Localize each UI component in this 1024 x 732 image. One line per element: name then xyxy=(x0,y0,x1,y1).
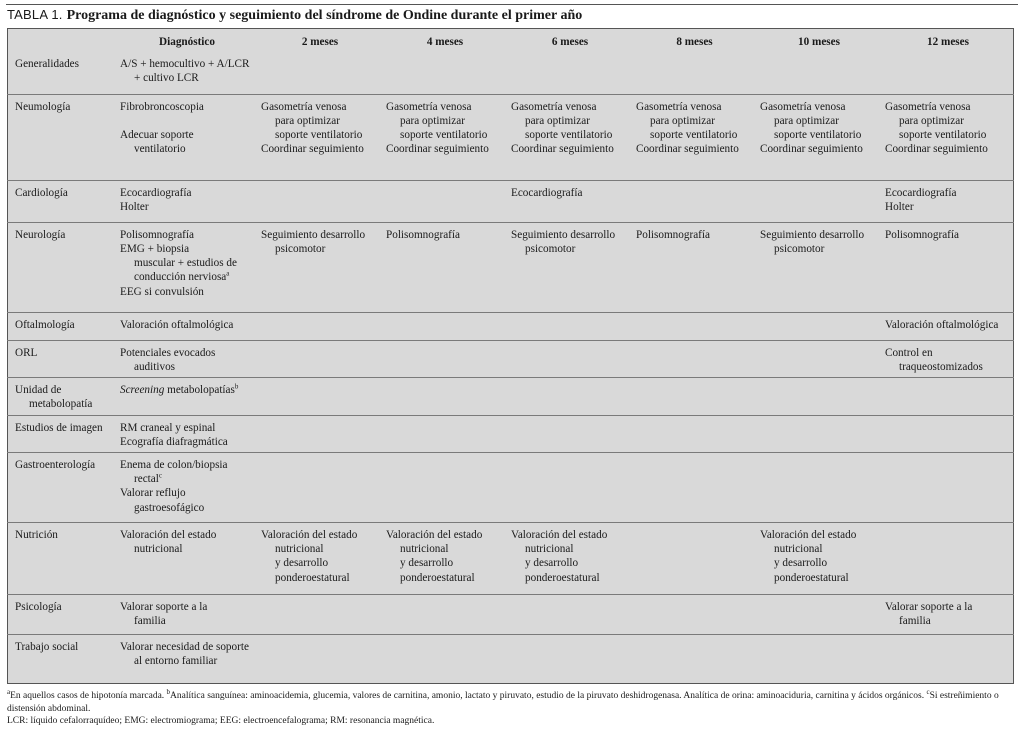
cell-text: Gasometría venosa xyxy=(885,100,971,113)
cell-text: y desarrollo xyxy=(525,557,579,570)
cell-text: Valoración del estado xyxy=(386,528,483,541)
table-cell xyxy=(507,594,632,634)
table-cell xyxy=(632,634,756,674)
cell-text: Seguimiento desarrollo xyxy=(511,228,616,241)
cell-text: conducción nerviosa$^a$ xyxy=(134,269,230,284)
table-cell xyxy=(881,52,1014,94)
cell-text: Valoración oftalmológica xyxy=(120,318,234,331)
header-area xyxy=(7,28,116,52)
cell-text: Polisomnografía xyxy=(636,228,710,241)
cell-text: Gasometría venosa xyxy=(760,100,846,113)
cell-text: ventilatorio xyxy=(134,143,186,156)
table-row xyxy=(7,452,1014,522)
table-cell xyxy=(756,340,881,377)
follow-up-table xyxy=(7,28,1014,674)
area-label: Cardiología xyxy=(15,186,68,199)
table-cell xyxy=(756,522,881,594)
cell-text: psicomotor xyxy=(275,242,326,255)
table-cell xyxy=(382,522,507,594)
header-2-meses: 2 meses xyxy=(301,36,339,48)
cell-text: para optimizar xyxy=(275,114,340,127)
cell-text: nutricional xyxy=(275,543,324,556)
table-cell xyxy=(116,594,257,634)
area-label: Nutrición xyxy=(15,528,58,541)
table-row xyxy=(7,522,1014,594)
table-cell xyxy=(507,312,632,340)
table-cell xyxy=(382,594,507,634)
table-cell xyxy=(116,312,257,340)
area-label: Trabajo social xyxy=(15,640,79,653)
cell-text: soporte ventilatorio xyxy=(774,129,862,142)
table-cell xyxy=(116,634,257,674)
cell-text: A/S + hemocultivo + A/LCR xyxy=(120,58,250,71)
table-cell xyxy=(756,180,881,222)
table-cell xyxy=(257,52,382,94)
header-8-meses: 8 meses xyxy=(676,36,713,48)
table-cell xyxy=(632,522,756,594)
row-area xyxy=(7,634,116,674)
cell-text: Valorar necesidad de soporte xyxy=(120,640,249,653)
cell-text: Seguimiento desarrollo xyxy=(261,228,366,241)
cell-text: rectal$^c$ xyxy=(134,471,162,486)
cell-text: Valoración del estado xyxy=(760,528,857,541)
cell-text: + cultivo LCR xyxy=(134,72,199,85)
cell-text: Coordinar seguimiento xyxy=(636,143,739,156)
cell-text: EEG si convulsión xyxy=(120,285,204,298)
table-cell xyxy=(756,378,881,415)
area-label: Unidad de xyxy=(15,384,62,397)
cell-text: nutricional xyxy=(400,543,449,556)
cell-text: Gasometría venosa xyxy=(386,100,472,113)
cell-text: ponderoestatural xyxy=(400,571,475,584)
cell-text: Gasometría venosa xyxy=(636,100,722,113)
cell-text: Seguimiento desarrollo xyxy=(760,228,865,241)
footnote-text: $^a$En aquellos casos de hipotonía marcada. $^b$Analítica sanguínea: aminoacidemia, glucemia, valores de carnitina, amonio, lactato y piruvato, estudio de la piruvato deshidrogenasa. Analítica de orina: aminoaciduria, carnitina y ácidos orgánicos. $^c$Si estreñimiento o distensión abdominal. xyxy=(7,687,999,714)
cell-text: Valoración oftalmológica xyxy=(885,318,999,331)
table-cell xyxy=(382,52,507,94)
cell-text: ponderoestatural xyxy=(525,571,600,584)
cell-text: y desarrollo xyxy=(400,557,454,570)
cell-text: y desarrollo xyxy=(275,557,329,570)
table-cell xyxy=(507,52,632,94)
cell-text: ponderoestatural xyxy=(774,571,849,584)
cell-text: Adecuar soporte xyxy=(120,128,194,141)
cell-text: para optimizar xyxy=(525,114,590,127)
cell-text: Screening metabolopatías$^b$ xyxy=(120,382,239,397)
table-cell xyxy=(881,378,1014,415)
cell-text: soporte ventilatorio xyxy=(899,129,987,142)
table-row xyxy=(7,312,1014,340)
cell-text: Potenciales evocados xyxy=(120,346,216,359)
row-area xyxy=(7,340,116,377)
table-cell xyxy=(756,94,881,180)
table-cell xyxy=(257,452,382,522)
area-label: Gastroenterología xyxy=(15,458,96,471)
cell-text: Valorar soporte a la xyxy=(120,600,208,613)
table-caption: Programa de diagnóstico y seguimiento del síndrome de Ondine durante el primer año xyxy=(66,8,583,23)
cell-text: Coordinar seguimiento xyxy=(386,143,489,156)
cell-text: Ecocardiografía xyxy=(511,186,583,199)
table-cell xyxy=(881,634,1014,674)
cell-text: Ecografía diafragmática xyxy=(120,435,228,448)
row-area xyxy=(7,94,116,180)
area-label: Neumología xyxy=(15,100,71,113)
cell-text: nutricional xyxy=(525,543,574,556)
cell-text: Coordinar seguimiento xyxy=(511,143,614,156)
table-cell xyxy=(116,378,257,415)
table-cell xyxy=(507,378,632,415)
table-cell xyxy=(881,522,1014,594)
cell-text: Valorar soporte a la xyxy=(885,600,973,613)
table-cell xyxy=(116,222,257,312)
row-area xyxy=(7,452,116,522)
cell-text: soporte ventilatorio xyxy=(275,129,363,142)
table-cell xyxy=(116,52,257,94)
row-area xyxy=(7,52,116,94)
table-cell xyxy=(382,452,507,522)
cell-text: Ecocardiografía xyxy=(120,186,192,199)
area-label: metabolopatía xyxy=(29,398,93,411)
table-cell xyxy=(257,222,382,312)
cell-text: Control en xyxy=(885,346,933,359)
cell-text: Holter xyxy=(885,200,914,213)
table-cell xyxy=(756,52,881,94)
cell-text: nutricional xyxy=(774,543,823,556)
table-row xyxy=(7,52,1014,94)
area-label: Generalidades xyxy=(15,58,79,71)
cell-text: Valorar reflujo xyxy=(120,487,186,500)
cell-text: Coordinar seguimiento xyxy=(760,143,863,156)
table-cell xyxy=(507,634,632,674)
cell-text: familia xyxy=(134,615,166,628)
table-cell xyxy=(881,312,1014,340)
header-diagnostico: Diagnóstico xyxy=(159,36,215,48)
header-10-meses: 10 meses xyxy=(798,36,840,48)
area-label: Estudios de imagen xyxy=(15,421,103,434)
table-cell xyxy=(507,522,632,594)
table-cell xyxy=(382,415,507,452)
cell-text: familia xyxy=(899,615,931,628)
cell-text: Gasometría venosa xyxy=(511,100,597,113)
cell-text: Polisomnografía xyxy=(120,228,194,241)
table-cell xyxy=(881,180,1014,222)
table-cell xyxy=(756,415,881,452)
area-label: Oftalmología xyxy=(15,318,75,331)
row-area xyxy=(7,180,116,222)
table-cell xyxy=(116,94,257,180)
table-cell xyxy=(257,340,382,377)
table-row xyxy=(7,634,1014,674)
cell-text: RM craneal y espinal xyxy=(120,421,216,434)
table-row xyxy=(7,180,1014,222)
area-label: ORL xyxy=(15,346,38,359)
table-cell xyxy=(632,415,756,452)
table-cell xyxy=(632,94,756,180)
table-cell xyxy=(507,180,632,222)
table-row xyxy=(7,340,1014,377)
cell-text: psicomotor xyxy=(774,242,825,255)
cell-text: Gasometría venosa xyxy=(261,100,347,113)
table-cell xyxy=(756,312,881,340)
cell-text: para optimizar xyxy=(400,114,465,127)
cell-text: ponderoestatural xyxy=(275,571,350,584)
table-cell xyxy=(382,312,507,340)
header-6-meses: 6 meses xyxy=(551,36,589,48)
table-cell xyxy=(632,378,756,415)
row-area xyxy=(7,594,116,634)
cell-text: soporte ventilatorio xyxy=(525,129,613,142)
cell-text: Polisomnografía xyxy=(386,228,460,241)
cell-text: EMG + biopsia xyxy=(120,242,190,255)
table-cell xyxy=(507,340,632,377)
table-cell xyxy=(257,634,382,674)
table-cell xyxy=(632,340,756,377)
cell-text: Valoración del estado xyxy=(120,528,217,541)
table-cell xyxy=(507,452,632,522)
table-cell xyxy=(116,415,257,452)
table-cell xyxy=(881,340,1014,377)
footnotes xyxy=(7,687,1017,728)
header-row xyxy=(7,28,1014,52)
cell-text: Polisomnografía xyxy=(885,228,959,241)
row-area xyxy=(7,378,116,415)
table-cell xyxy=(257,594,382,634)
table-cell xyxy=(756,222,881,312)
table-cell xyxy=(382,180,507,222)
row-area xyxy=(7,222,116,312)
table-cell xyxy=(116,340,257,377)
cell-text: soporte ventilatorio xyxy=(650,129,738,142)
table-number: TABLA 1. xyxy=(7,7,63,22)
cell-text: gastroesofágico xyxy=(134,501,205,514)
table-cell xyxy=(257,522,382,594)
cell-text: Valoración del estado xyxy=(511,528,608,541)
cell-text: Fibrobroncoscopia xyxy=(120,100,204,113)
row-area xyxy=(7,415,116,452)
cell-text: para optimizar xyxy=(774,114,839,127)
cell-text: Valoración del estado xyxy=(261,528,358,541)
abbreviations: LCR: líquido cefalorraquídeo; EMG: electromiograma; EEG: electroencefalograma; RM: resonancia magnética. xyxy=(7,716,435,726)
cell-text: y desarrollo xyxy=(774,557,828,570)
cell-text: psicomotor xyxy=(525,242,576,255)
table-cell xyxy=(507,94,632,180)
table-cell xyxy=(881,452,1014,522)
table-cell xyxy=(257,180,382,222)
table-cell xyxy=(507,415,632,452)
table-cell xyxy=(507,222,632,312)
table-row xyxy=(7,222,1014,312)
table-cell xyxy=(382,222,507,312)
cell-text: nutricional xyxy=(134,543,183,556)
table-row xyxy=(7,94,1014,180)
table-cell xyxy=(632,52,756,94)
row-area xyxy=(7,312,116,340)
header-4-meses: 4 meses xyxy=(426,36,464,48)
table-cell xyxy=(257,378,382,415)
table-cell xyxy=(881,94,1014,180)
cell-text: muscular + estudios de xyxy=(134,257,237,270)
table-cell xyxy=(756,452,881,522)
cell-text: soporte ventilatorio xyxy=(400,129,488,142)
area-label: Neurología xyxy=(15,228,66,241)
table-cell xyxy=(382,94,507,180)
cell-text: Coordinar seguimiento xyxy=(885,143,988,156)
cell-text: Holter xyxy=(120,200,149,213)
table-cell xyxy=(632,312,756,340)
cell-text: Ecocardiografía xyxy=(885,186,957,199)
table-cell xyxy=(632,180,756,222)
table-cell xyxy=(881,594,1014,634)
cell-text: al entorno familiar xyxy=(134,655,218,668)
table-cell xyxy=(632,452,756,522)
table-cell xyxy=(116,452,257,522)
table-row xyxy=(7,378,1014,415)
table-cell xyxy=(257,94,382,180)
area-label: Psicología xyxy=(15,600,62,613)
table-cell xyxy=(881,222,1014,312)
row-area xyxy=(7,522,116,594)
table-cell xyxy=(257,312,382,340)
table-row xyxy=(7,415,1014,452)
table-cell xyxy=(116,180,257,222)
table-row xyxy=(7,594,1014,634)
table-cell xyxy=(632,222,756,312)
table-cell xyxy=(881,415,1014,452)
table-cell xyxy=(382,340,507,377)
table-title xyxy=(7,7,582,24)
table-cell xyxy=(756,594,881,634)
cell-text: Coordinar seguimiento xyxy=(261,143,364,156)
table-cell xyxy=(257,415,382,452)
cell-text: para optimizar xyxy=(899,114,964,127)
table-cell xyxy=(382,378,507,415)
cell-text: Enema de colon/biopsia xyxy=(120,458,228,471)
table-cell xyxy=(756,634,881,674)
cell-text: para optimizar xyxy=(650,114,715,127)
table-cell xyxy=(382,634,507,674)
table-cell xyxy=(632,594,756,634)
table-cell xyxy=(116,522,257,594)
header-12-meses: 12 meses xyxy=(927,36,969,48)
cell-text: traqueostomizados xyxy=(899,360,983,373)
cell-text: auditivos xyxy=(134,360,176,373)
